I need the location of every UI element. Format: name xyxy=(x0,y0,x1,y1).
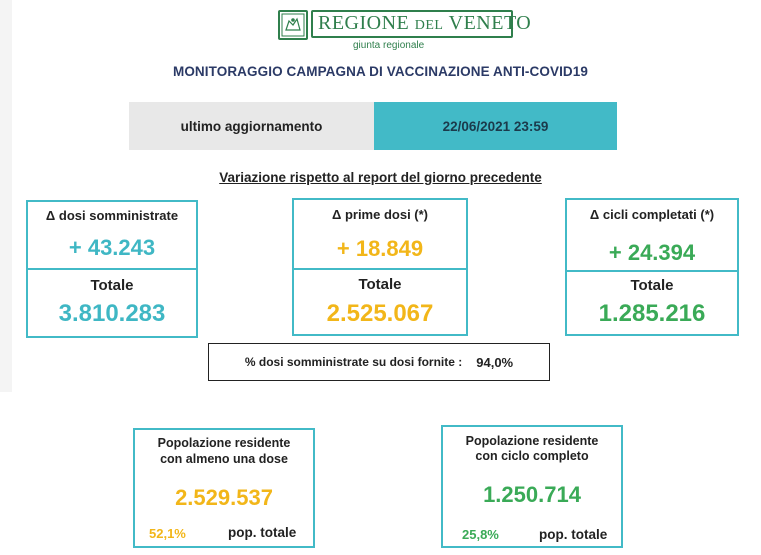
variation-title: Variazione rispetto al report del giorno precedente xyxy=(219,170,542,185)
last-update-label-text: ultimo aggiornamento xyxy=(180,118,323,134)
lion-emblem-icon xyxy=(278,10,308,40)
metric-total-label: Totale xyxy=(358,276,402,293)
metric-total-value: 2.525.067 xyxy=(326,300,434,327)
population-percent: 25,8% xyxy=(462,527,499,542)
metric-card-doses xyxy=(26,200,198,338)
metric-total-label: Totale xyxy=(630,277,674,294)
population-percent-label: pop. totale xyxy=(228,525,297,540)
doses-ratio-value: 94,0% xyxy=(476,354,514,370)
logo-region: VENETO xyxy=(448,12,532,34)
doses-ratio-box xyxy=(208,343,550,381)
population-label-line1: Popolazione residente xyxy=(157,436,291,450)
metric-total-value: 1.285.216 xyxy=(598,300,706,327)
metric-delta-value: + 43.243 xyxy=(68,235,156,260)
metric-delta-value: + 18.849 xyxy=(336,236,424,261)
population-card-complete-cycle xyxy=(441,425,623,548)
metric-delta-label: Δ dosi somministrate xyxy=(45,208,179,223)
metric-card-first-doses xyxy=(292,198,468,336)
population-percent: 52,1% xyxy=(149,526,186,541)
logo-main: REGIONE xyxy=(318,12,410,34)
left-edge-strip xyxy=(0,0,12,392)
metric-total-label: Totale xyxy=(90,277,134,294)
logo-del: DEL xyxy=(414,18,444,33)
metric-card-completed-cycles xyxy=(565,198,739,336)
population-value: 2.529.537 xyxy=(175,485,273,510)
metric-delta-value: + 24.394 xyxy=(608,240,696,265)
last-update-value-text: 22/06/2021 23:59 xyxy=(442,118,549,134)
metric-delta-label: Δ prime dosi (*) xyxy=(331,207,429,222)
metric-delta-label: Δ cicli completati (*) xyxy=(589,207,715,222)
logo-subtitle: giunta regionale xyxy=(353,40,425,51)
last-update-value xyxy=(374,102,617,150)
population-label-line2: con almeno una dose xyxy=(160,452,288,466)
metric-divider xyxy=(28,268,196,270)
doses-ratio-label: % dosi somministrate su dosi fornite : xyxy=(244,355,463,369)
metric-divider xyxy=(294,268,466,270)
population-label-line1: Popolazione residente xyxy=(465,434,599,448)
population-card-one-dose xyxy=(133,428,315,548)
last-update-label xyxy=(129,102,374,150)
population-label-line2: con ciclo completo xyxy=(475,449,589,463)
population-percent-label: pop. totale xyxy=(539,527,608,542)
metric-total-value: 3.810.283 xyxy=(58,300,166,327)
population-value: 1.250.714 xyxy=(483,482,581,507)
metric-divider xyxy=(567,270,737,272)
page-title: MONITORAGGIO CAMPAGNA DI VACCINAZIONE ANTI-COVID19 xyxy=(172,64,588,79)
logo-wordmark xyxy=(318,12,531,35)
